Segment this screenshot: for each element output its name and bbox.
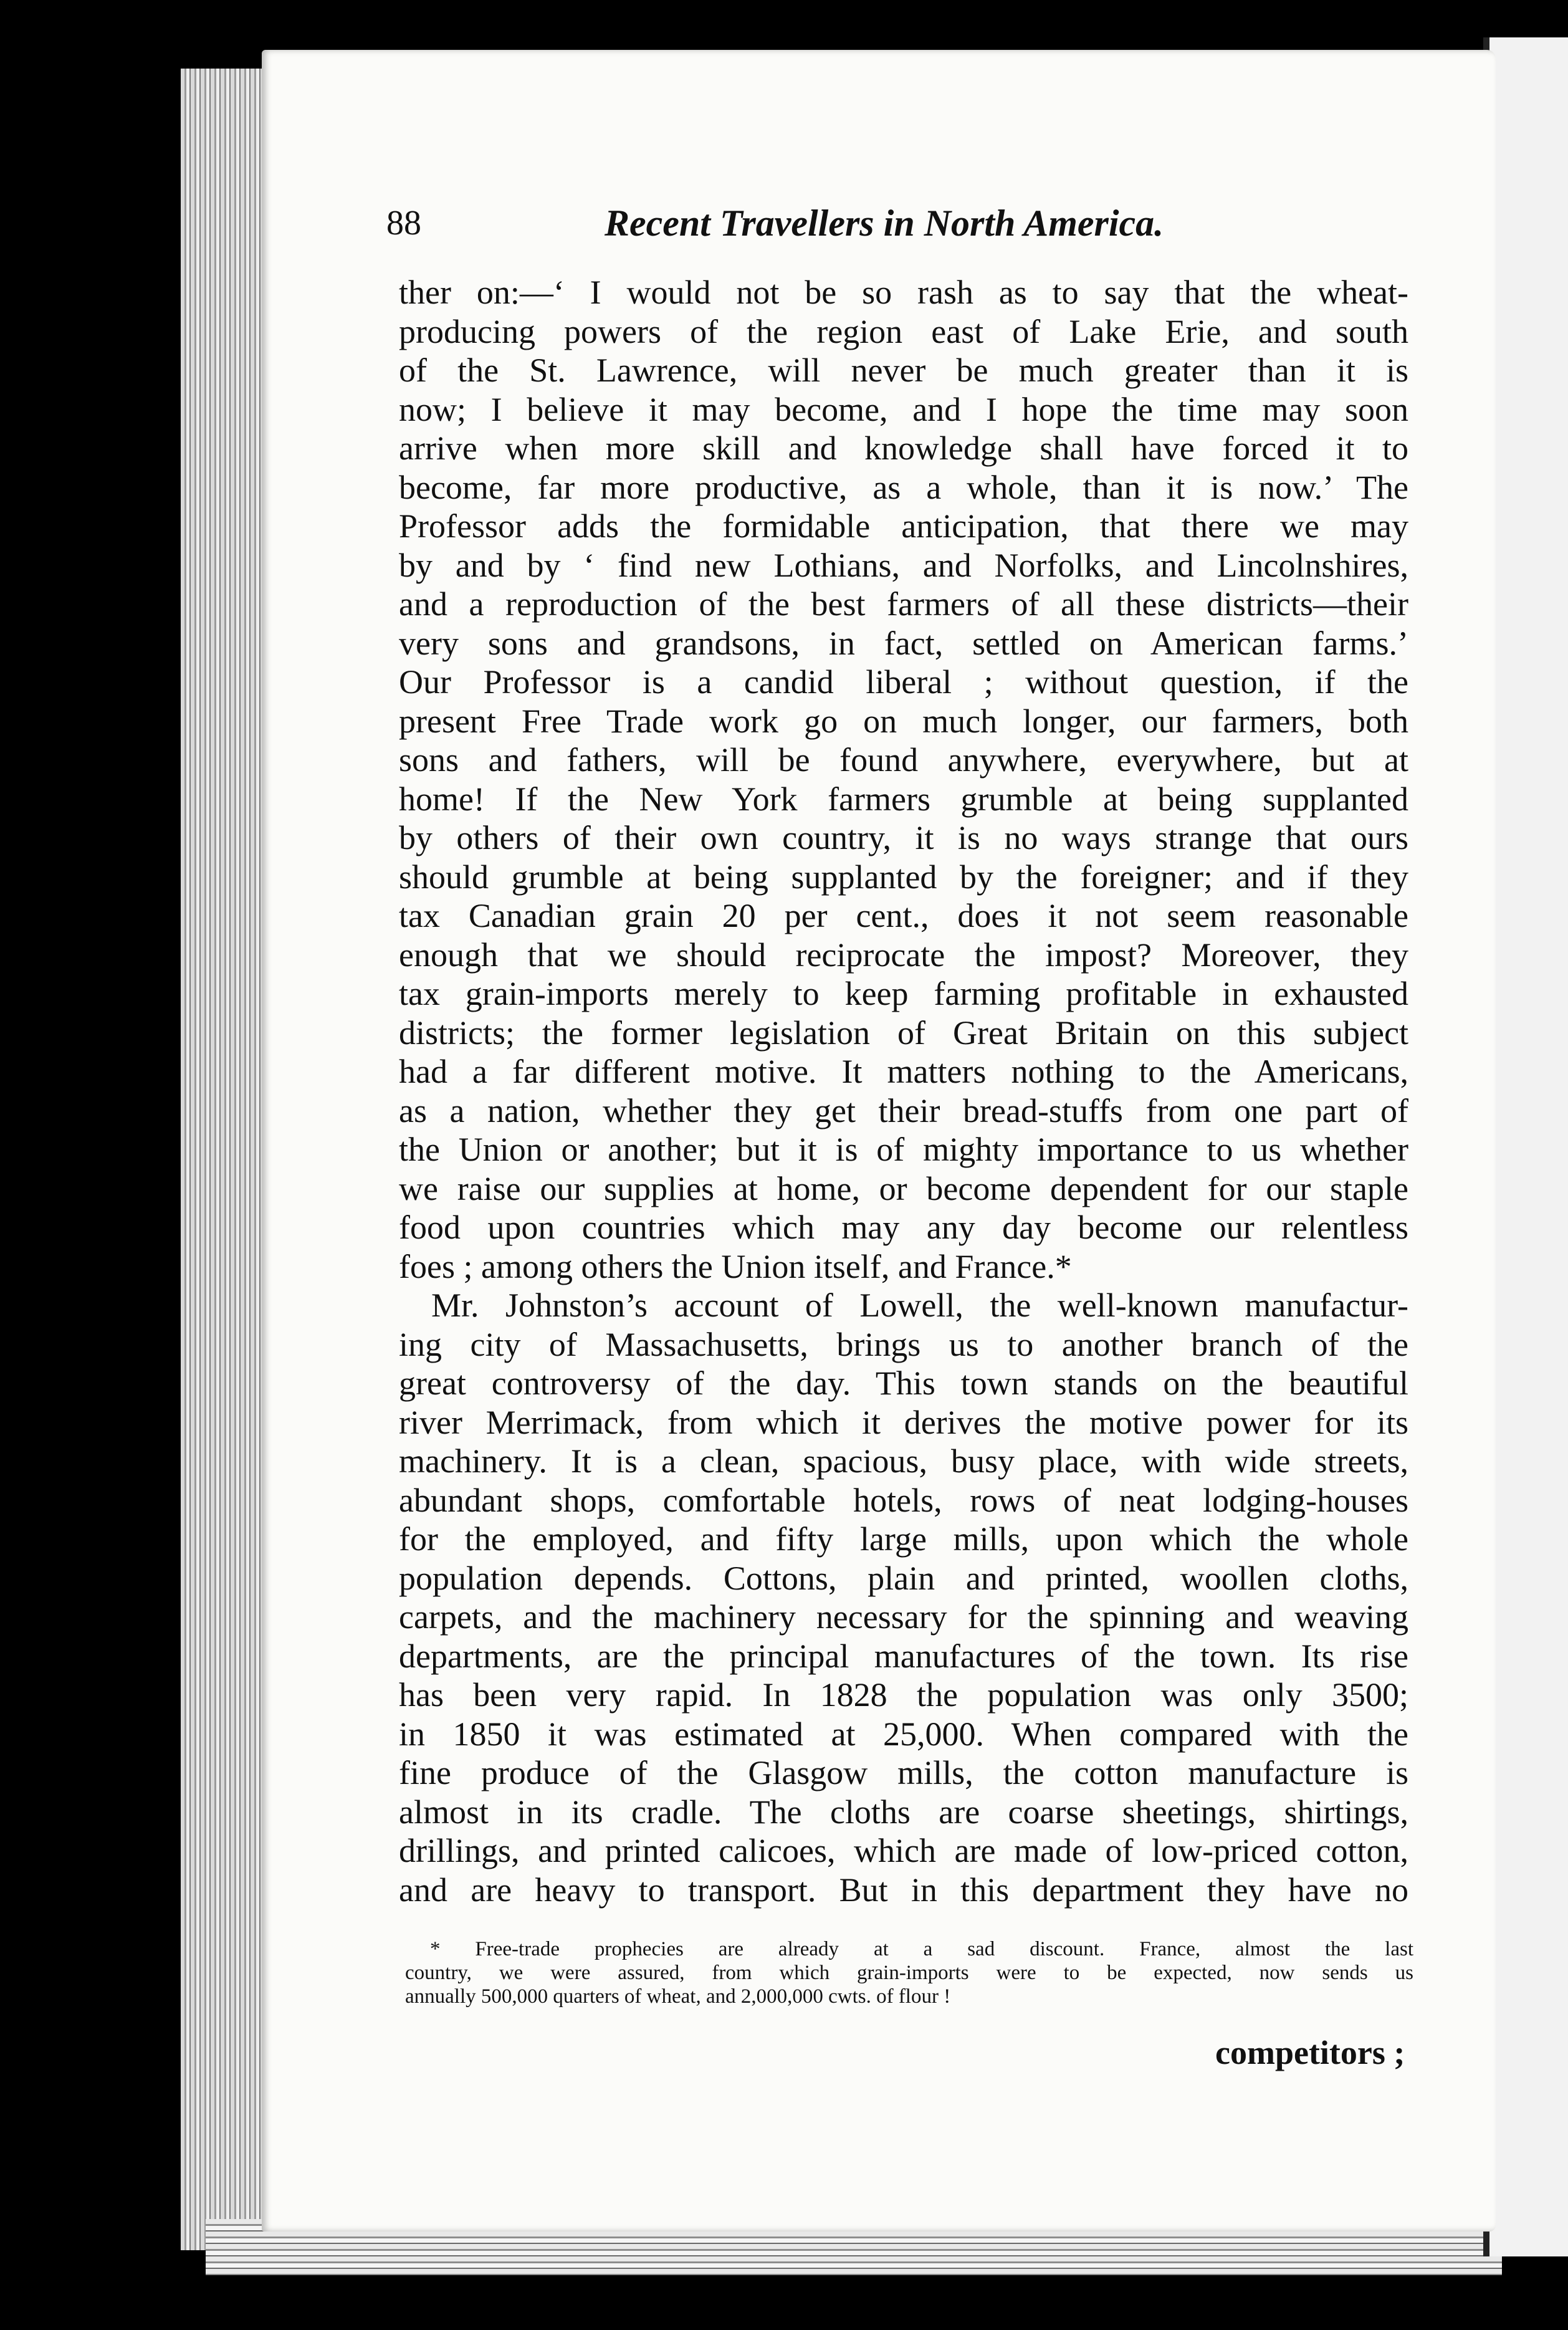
text-line: now; I believe it may become, and I hope the time may soon [399,390,1408,428]
text-line: has been very rapid. In 1828 the population was only 3500; [399,1676,1408,1714]
adjacent-page-edge [1483,37,1568,2256]
footnote [405,1937,1413,2008]
running-title: Recent Travellers in North America. [605,203,1164,244]
text-line: present Free Trade work go on much longer, our farmers, both [399,702,1408,740]
text-line: Our Professor is a candid liberal ; without question, if the [399,663,1408,701]
text-line: carpets, and the machinery necessary for the spinning and weaving [399,1598,1408,1636]
text-line: home! If the New York farmers grumble at being supplanted [399,780,1408,818]
text-line: by others of their own country, it is no ways strange that ours [399,819,1408,856]
text-line: had a far different motive. It matters nothing to the Americans, [399,1053,1408,1090]
text-line: enough that we should reciprocate the impost? Moreover, they [399,936,1408,974]
text-line: and are heavy to transport. But in this department they have no [399,1871,1408,1909]
text-line: for the employed, and fifty large mills, upon which the whole [399,1520,1408,1558]
text-line: and a reproduction of the best farmers of all these districts—their [399,585,1408,623]
text-line: drillings, and printed calicoes, which are made of low-priced cotton, [399,1832,1408,1869]
running-head [386,198,1184,248]
text-line: ther on:—‘ I would not be so rash as to say that the wheat- [399,274,1408,311]
text-line: should grumble at being supplanted by the foreigner; and if they [399,858,1408,896]
footnote-line: * Free-trade prophecies are already at a sad discount. France, almost the last [430,1938,1413,1960]
book-page-edges-left [181,69,268,2250]
body-text [399,273,1408,1909]
text-line: abundant shops, comfortable hotels, rows of neat lodging-houses [399,1481,1408,1519]
text-line: ing city of Massachusetts, brings us to another branch of the [399,1325,1408,1363]
text-line: population depends. Cottons, plain and printed, woollen cloths, [399,1559,1408,1597]
text-line: of the St. Lawrence, will never be much greater than it is [399,352,1408,389]
text-line: river Merrimack, from which it derives the motive power for its [399,1403,1408,1441]
text-line: sons and fathers, will be found anywhere, everywhere, but at [399,741,1408,779]
text-line: the Union or another; but it is of mighty importance to us whether [399,1131,1408,1168]
text-line: departments, are the principal manufactures of the town. Its rise [399,1637,1408,1675]
text-line: producing powers of the region east of Lake Erie, and south [399,312,1408,350]
footnote-line: country, we were assured, from which grain-imports were to be expected, now sends us [405,1962,1413,1984]
text-line: Mr. Johnston’s account of Lowell, the well-known manufactur- [431,1287,1408,1324]
text-line: districts; the former legislation of Great Britain on this subject [399,1014,1408,1052]
page-number: 88 [386,204,421,242]
text-line: very sons and grandsons, in fact, settled on American farms.’ [399,624,1408,662]
footnote-line: annually 500,000 quarters of wheat, and 2,000,000 cwts. of flour ! [405,1985,951,2008]
text-line: tax grain-imports merely to keep farming profitable in exhausted [399,975,1408,1012]
text-line: we raise our supplies at home, or become dependent for our staple [399,1169,1408,1207]
text-line: as a nation, whether they get their bread-stuffs from one part of [399,1091,1408,1129]
catchword: competitors ; [1215,2034,1405,2071]
text-line: Professor adds the formidable anticipation, that there we may [399,507,1408,545]
text-line: foes ; among others the Union itself, and France.* [399,1247,1072,1285]
text-line: almost in its cradle. The cloths are coarse sheetings, shirtings, [399,1793,1408,1831]
text-line: fine produce of the Glasgow mills, the cotton manufacture is [399,1754,1408,1791]
text-line: by and by ‘ find new Lothians, and Norfolks, and Lincolnshires, [399,546,1408,584]
text-line: arrive when more skill and knowledge shall have forced it to [399,429,1408,467]
text-line: food upon countries which may any day become our relentless [399,1209,1408,1246]
text-line: tax Canadian grain 20 per cent., does it not seem reasonable [399,897,1408,934]
text-line: great controversy of the day. This town stands on the beautiful [399,1364,1408,1402]
text-line: become, far more productive, as a whole, than it is now.’ The [399,468,1408,506]
text-line: in 1850 it was estimated at 25,000. When compared with the [399,1715,1408,1753]
text-line: machinery. It is a clean, spacious, busy place, with wide streets, [399,1442,1408,1480]
